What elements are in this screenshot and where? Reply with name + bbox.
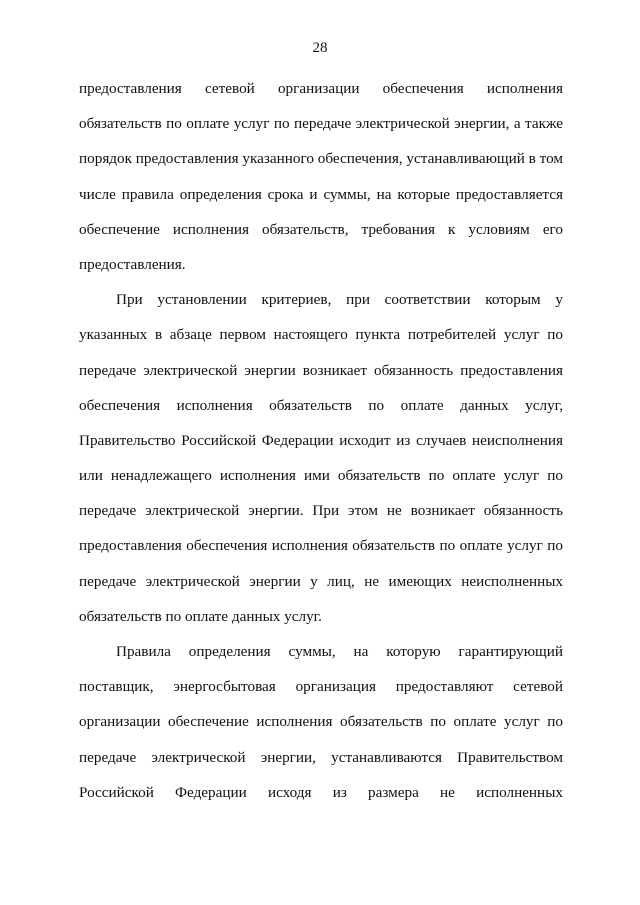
text-line: Российской Федерации исходя из размера не исполненных: [79, 783, 563, 801]
text-line: Правительство Российской Федерации исходит из случаев неисполнения: [79, 431, 563, 449]
text-line: или ненадлежащего исполнения ими обязательств по оплате услуг по: [79, 467, 563, 485]
document-body: [79, 71, 563, 810]
text-line: обеспечения исполнения обязательств по оплате данных услуг,: [79, 396, 563, 414]
text-line: обязательств по оплате данных услуг.: [79, 607, 322, 625]
paragraph-1: [79, 71, 563, 282]
text-line: При установлении критериев, при соответствии которым у: [116, 291, 563, 309]
text-line: предоставления.: [79, 255, 186, 273]
paragraph-2: [79, 282, 563, 634]
text-line: предоставления сетевой организации обеспечения исполнения: [79, 80, 563, 97]
page-number: 28: [312, 40, 328, 56]
text-line: передаче электрической энергии, устанавливаются Правительством: [79, 748, 563, 766]
text-line: порядок предоставления указанного обеспечения, устанавливающий в том: [79, 150, 563, 168]
text-line: поставщик, энергосбытовая организация предоставляют сетевой: [79, 678, 563, 696]
text-line: обеспечение исполнения обязательств, требования к условиям его: [79, 220, 563, 238]
text-line: передаче электрической энергии возникает обязанность предоставления: [79, 361, 563, 379]
paragraph-3: [79, 634, 563, 810]
text-line: числе правила определения срока и суммы, на которые предоставляется: [79, 185, 563, 203]
text-line: предоставления обеспечения исполнения обязательств по оплате услуг по: [79, 537, 563, 555]
text-line: обязательств по оплате услуг по передаче электрической энергии, а также: [79, 115, 563, 133]
text-line: передаче электрической энергии. При этом не возникает обязанность: [79, 502, 563, 520]
text-line: передаче электрической энергии у лиц, не имеющих неисполненных: [79, 572, 563, 590]
text-line: указанных в абзаце первом настоящего пункта потребителей услуг по: [79, 326, 563, 344]
text-line: Правила определения суммы, на которую гарантирующий: [116, 643, 563, 660]
text-line: организации обеспечение исполнения обязательств по оплате услуг по: [79, 713, 563, 731]
